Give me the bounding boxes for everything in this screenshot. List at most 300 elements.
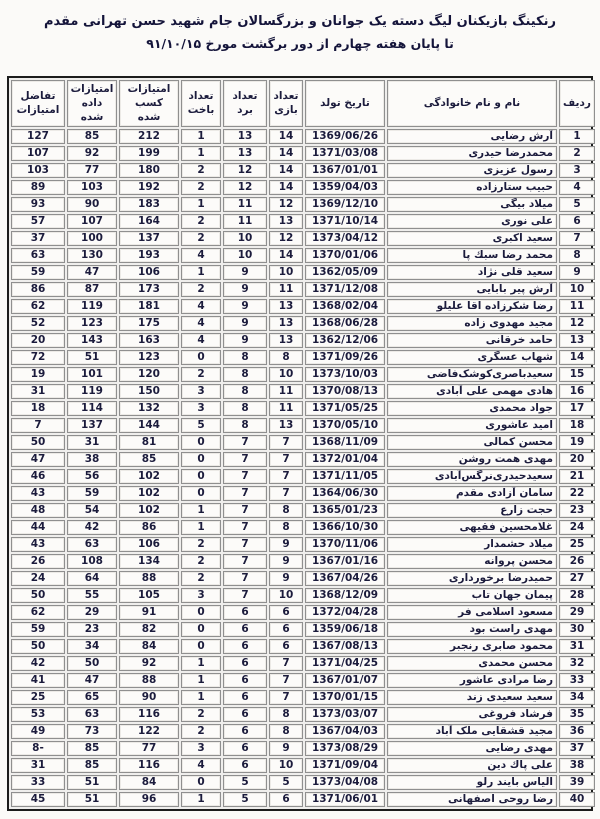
cell-birthdate: 1371/04/25 [305,656,385,671]
cell-games: 9 [269,537,303,552]
cell-wins: 6 [223,707,267,722]
table-row [11,554,595,569]
cell-wins: 5 [223,792,267,807]
cell-wins: 8 [223,384,267,399]
cell-losses: 3 [181,588,221,603]
cell-points-earned: 192 [119,180,179,195]
cell-rank: 39 [559,775,595,790]
cell-games: 11 [269,282,303,297]
cell-wins: 12 [223,163,267,178]
table-row [11,452,595,467]
document-subtitle: تا پایان هفته چهارم از دور برگشت مورخ ۹۱/۱۰/۱۵ [146,35,454,51]
cell-player-name: حجت زارع [387,503,557,518]
cell-player-name: فرشاد فروغی [387,707,557,722]
col-header-name: نام و نام خانوادگی [387,80,557,127]
table-row [11,197,595,212]
cell-points-given: 77 [67,163,117,178]
cell-wins: 10 [223,231,267,246]
cell-points-earned: 85 [119,452,179,467]
cell-points-earned: 137 [119,231,179,246]
cell-games: 7 [269,673,303,688]
cell-birthdate: 1367/08/13 [305,639,385,654]
table-row [11,707,595,722]
cell-rank: 28 [559,588,595,603]
cell-wins: 8 [223,401,267,416]
cell-rank: 7 [559,231,595,246]
cell-birthdate: 1371/06/01 [305,792,385,807]
cell-games: 13 [269,316,303,331]
table-row [11,231,595,246]
table-row [11,588,595,603]
cell-points-given: 130 [67,248,117,263]
cell-losses: 1 [181,673,221,688]
cell-player-name: علی نوری [387,214,557,229]
cell-birthdate: 1370/08/13 [305,384,385,399]
cell-points-given: 85 [67,758,117,773]
cell-player-name: پیمان جهان تاب [387,588,557,603]
cell-rank: 36 [559,724,595,739]
cell-games: 10 [269,265,303,280]
cell-points-earned: 164 [119,214,179,229]
cell-points-given: 51 [67,775,117,790]
cell-rank: 17 [559,401,595,416]
cell-rank: 14 [559,350,595,365]
cell-player-name: سامان آزادی مقدم [387,486,557,501]
cell-player-name: سعید اکبری [387,231,557,246]
cell-rank: 32 [559,656,595,671]
cell-points-diff: 8- [11,741,65,756]
cell-points-diff: 24 [11,571,65,586]
cell-points-diff: 50 [11,435,65,450]
cell-wins: 10 [223,248,267,263]
cell-rank: 19 [559,435,595,450]
cell-points-given: 123 [67,316,117,331]
cell-points-earned: 84 [119,775,179,790]
cell-points-given: 87 [67,282,117,297]
cell-points-earned: 183 [119,197,179,212]
table-row [11,520,595,535]
cell-rank: 23 [559,503,595,518]
cell-birthdate: 1371/11/05 [305,469,385,484]
cell-rank: 11 [559,299,595,314]
cell-player-name: شهاب عسگری [387,350,557,365]
cell-player-name: حامد خرقانی [387,333,557,348]
cell-rank: 20 [559,452,595,467]
cell-points-diff: 43 [11,486,65,501]
cell-rank: 6 [559,214,595,229]
cell-birthdate: 1373/08/29 [305,741,385,756]
cell-points-diff: 107 [11,146,65,161]
cell-points-given: 64 [67,571,117,586]
cell-rank: 8 [559,248,595,263]
cell-points-earned: 90 [119,690,179,705]
cell-points-given: 85 [67,129,117,144]
cell-losses: 1 [181,146,221,161]
col-header-wins: تعداد برد [223,80,267,127]
cell-player-name: حمیدرضا برخورداری [387,571,557,586]
table-row [11,503,595,518]
cell-games: 13 [269,333,303,348]
table-body [11,129,595,807]
cell-rank: 34 [559,690,595,705]
cell-points-earned: 116 [119,758,179,773]
cell-points-given: 47 [67,673,117,688]
cell-points-diff: 31 [11,758,65,773]
cell-games: 6 [269,622,303,637]
cell-points-diff: 62 [11,299,65,314]
col-header-birthdate: تاریخ تولد [305,80,385,127]
cell-points-earned: 102 [119,469,179,484]
cell-points-diff: 62 [11,605,65,620]
cell-player-name: آرش پیر بابایی [387,282,557,297]
cell-wins: 7 [223,486,267,501]
cell-games: 9 [269,741,303,756]
header-row [11,80,595,127]
table-row [11,333,595,348]
cell-points-diff: 20 [11,333,65,348]
cell-wins: 6 [223,758,267,773]
cell-rank: 38 [559,758,595,773]
cell-losses: 0 [181,639,221,654]
cell-wins: 8 [223,418,267,433]
col-header-points-given: امتیازات داده شده [67,80,117,127]
cell-points-diff: 31 [11,384,65,399]
cell-birthdate: 1371/09/04 [305,758,385,773]
cell-birthdate: 1371/09/26 [305,350,385,365]
table-row [11,214,595,229]
cell-games: 13 [269,214,303,229]
cell-games: 6 [269,605,303,620]
cell-losses: 1 [181,520,221,535]
cell-losses: 0 [181,435,221,450]
cell-games: 14 [269,146,303,161]
cell-games: 12 [269,197,303,212]
cell-losses: 2 [181,214,221,229]
cell-player-name: رضا شکرزاده اقا علیلو [387,299,557,314]
cell-points-diff: 49 [11,724,65,739]
cell-wins: 9 [223,265,267,280]
table-row [11,163,595,178]
cell-points-earned: 91 [119,605,179,620]
cell-points-earned: 88 [119,571,179,586]
cell-birthdate: 1371/05/25 [305,401,385,416]
cell-rank: 2 [559,146,595,161]
cell-games: 11 [269,384,303,399]
cell-rank: 26 [559,554,595,569]
cell-birthdate: 1369/12/10 [305,197,385,212]
cell-player-name: میلاد بیگی [387,197,557,212]
cell-birthdate: 1369/06/26 [305,129,385,144]
table-row [11,282,595,297]
cell-birthdate: 1367/04/03 [305,724,385,739]
cell-wins: 6 [223,690,267,705]
cell-wins: 11 [223,214,267,229]
cell-player-name: مهدی رضایی [387,741,557,756]
cell-player-name: مهدی همت روشن [387,452,557,467]
cell-losses: 2 [181,537,221,552]
cell-points-given: 54 [67,503,117,518]
cell-player-name: رضا روحی اصفهانی [387,792,557,807]
cell-wins: 5 [223,775,267,790]
cell-losses: 2 [181,163,221,178]
col-header-losses: تعداد باخت [181,80,221,127]
cell-wins: 6 [223,656,267,671]
cell-rank: 5 [559,197,595,212]
cell-losses: 3 [181,384,221,399]
cell-player-name: محمدرضا حیدری [387,146,557,161]
table-row [11,639,595,654]
cell-points-diff: 93 [11,197,65,212]
cell-points-diff: 59 [11,265,65,280]
cell-wins: 9 [223,299,267,314]
cell-points-earned: 193 [119,248,179,263]
cell-games: 13 [269,418,303,433]
cell-games: 7 [269,486,303,501]
cell-birthdate: 1373/04/08 [305,775,385,790]
cell-points-given: 85 [67,741,117,756]
cell-points-given: 143 [67,333,117,348]
cell-losses: 0 [181,622,221,637]
cell-losses: 2 [181,724,221,739]
cell-points-earned: 81 [119,435,179,450]
cell-points-given: 63 [67,707,117,722]
table-row [11,537,595,552]
cell-points-given: 108 [67,554,117,569]
col-header-points-diff: تفاضل امتیازات [11,80,65,127]
cell-birthdate: 1359/04/03 [305,180,385,195]
cell-wins: 7 [223,503,267,518]
cell-player-name: محسن کمالی [387,435,557,450]
cell-points-given: 103 [67,180,117,195]
cell-games: 14 [269,180,303,195]
table-row [11,401,595,416]
cell-losses: 4 [181,333,221,348]
cell-points-earned: 122 [119,724,179,739]
cell-losses: 1 [181,690,221,705]
cell-wins: 7 [223,435,267,450]
cell-wins: 8 [223,367,267,382]
cell-player-name: سعید قلی نژاد [387,265,557,280]
cell-player-name: مهدی راست بود [387,622,557,637]
cell-player-name: رسول عزیزی [387,163,557,178]
cell-points-diff: 53 [11,707,65,722]
cell-player-name: محمد رضا سبك پا [387,248,557,263]
cell-birthdate: 1367/01/01 [305,163,385,178]
cell-points-diff: 41 [11,673,65,688]
cell-points-given: 90 [67,197,117,212]
cell-games: 10 [269,758,303,773]
cell-player-name: جواد محمدی [387,401,557,416]
cell-games: 9 [269,571,303,586]
table-row [11,367,595,382]
cell-points-diff: 26 [11,554,65,569]
cell-games: 11 [269,401,303,416]
cell-losses: 3 [181,401,221,416]
cell-points-given: 38 [67,452,117,467]
cell-birthdate: 1370/01/06 [305,248,385,263]
cell-birthdate: 1373/03/07 [305,707,385,722]
cell-birthdate: 1372/01/04 [305,452,385,467]
table-row [11,129,595,144]
cell-rank: 9 [559,265,595,280]
cell-wins: 9 [223,316,267,331]
cell-birthdate: 1371/03/08 [305,146,385,161]
cell-rank: 40 [559,792,595,807]
cell-points-earned: 134 [119,554,179,569]
cell-points-earned: 106 [119,265,179,280]
cell-rank: 30 [559,622,595,637]
cell-player-name: سعیدباصری‌کوشک‌فاضی [387,367,557,382]
cell-wins: 7 [223,537,267,552]
cell-rank: 12 [559,316,595,331]
cell-wins: 11 [223,197,267,212]
cell-rank: 15 [559,367,595,382]
cell-losses: 0 [181,452,221,467]
table-row [11,741,595,756]
cell-player-name: حبیب ستارزاده [387,180,557,195]
table-row [11,350,595,365]
cell-losses: 4 [181,299,221,314]
col-header-points-earned: امتیازات کسب شده [119,80,179,127]
document-title: رنکینگ بازیکنان لیگ دسته یک جوانان و بزرگسالان جام شهید حسن تهرانی مقدم [43,14,557,29]
cell-points-given: 65 [67,690,117,705]
cell-losses: 1 [181,792,221,807]
cell-wins: 9 [223,333,267,348]
cell-losses: 1 [181,197,221,212]
cell-losses: 5 [181,418,221,433]
cell-points-given: 107 [67,214,117,229]
cell-losses: 1 [181,129,221,144]
table-row [11,265,595,280]
cell-rank: 4 [559,180,595,195]
cell-points-diff: 86 [11,282,65,297]
col-header-games: تعداد بازی [269,80,303,127]
cell-points-given: 59 [67,486,117,501]
cell-points-earned: 86 [119,520,179,535]
cell-points-earned: 180 [119,163,179,178]
cell-player-name: غلامحسین فقیهی [387,520,557,535]
cell-player-name: الیاس بایند رلو [387,775,557,790]
cell-player-name: مجید مهدوی زاده [387,316,557,331]
cell-wins: 6 [223,724,267,739]
cell-games: 10 [269,367,303,382]
cell-losses: 1 [181,656,221,671]
ranking-table-frame [7,76,593,811]
table-row [11,486,595,501]
cell-points-diff: 18 [11,401,65,416]
cell-points-diff: 72 [11,350,65,365]
cell-losses: 1 [181,503,221,518]
cell-games: 5 [269,775,303,790]
cell-wins: 7 [223,571,267,586]
cell-rank: 22 [559,486,595,501]
cell-points-given: 55 [67,588,117,603]
cell-player-name: مسعود اسلامی فر [387,605,557,620]
table-row [11,605,595,620]
cell-birthdate: 1365/01/23 [305,503,385,518]
cell-points-given: 73 [67,724,117,739]
cell-games: 14 [269,163,303,178]
cell-wins: 9 [223,282,267,297]
cell-games: 12 [269,231,303,246]
cell-rank: 25 [559,537,595,552]
cell-rank: 27 [559,571,595,586]
cell-wins: 6 [223,605,267,620]
cell-points-given: 50 [67,656,117,671]
cell-points-diff: 7 [11,418,65,433]
cell-points-given: 51 [67,792,117,807]
cell-games: 8 [269,350,303,365]
table-row [11,299,595,314]
cell-games: 14 [269,129,303,144]
cell-points-given: 119 [67,299,117,314]
table-row [11,435,595,450]
cell-birthdate: 1367/04/26 [305,571,385,586]
cell-points-diff: 47 [11,452,65,467]
cell-player-name: سعید سعیدی زند [387,690,557,705]
cell-games: 7 [269,690,303,705]
cell-player-name: میلاد حشمدار [387,537,557,552]
cell-points-earned: 120 [119,367,179,382]
cell-points-earned: 84 [119,639,179,654]
cell-player-name: محسن پروانه [387,554,557,569]
cell-wins: 6 [223,673,267,688]
cell-birthdate: 1362/12/06 [305,333,385,348]
cell-points-earned: 106 [119,537,179,552]
cell-points-earned: 163 [119,333,179,348]
cell-losses: 0 [181,350,221,365]
cell-points-earned: 105 [119,588,179,603]
cell-points-diff: 63 [11,248,65,263]
cell-points-earned: 132 [119,401,179,416]
cell-rank: 1 [559,129,595,144]
cell-losses: 2 [181,367,221,382]
table-row [11,775,595,790]
cell-losses: 2 [181,707,221,722]
cell-player-name: رضا مرادی عاشور [387,673,557,688]
cell-points-diff: 89 [11,180,65,195]
table-row [11,673,595,688]
cell-losses: 2 [181,554,221,569]
cell-points-earned: 123 [119,350,179,365]
cell-points-earned: 92 [119,656,179,671]
cell-birthdate: 1373/04/12 [305,231,385,246]
cell-points-diff: 45 [11,792,65,807]
table-row [11,384,595,399]
cell-birthdate: 1373/10/03 [305,367,385,382]
cell-points-diff: 52 [11,316,65,331]
table-row [11,316,595,331]
cell-wins: 12 [223,180,267,195]
cell-birthdate: 1368/06/28 [305,316,385,331]
cell-losses: 0 [181,605,221,620]
table-row [11,146,595,161]
cell-birthdate: 1370/01/15 [305,690,385,705]
document-header [0,0,600,54]
cell-rank: 31 [559,639,595,654]
table-row [11,690,595,705]
cell-points-diff: 127 [11,129,65,144]
cell-wins: 7 [223,452,267,467]
cell-player-name: آرش رضایی [387,129,557,144]
cell-wins: 13 [223,129,267,144]
table-row [11,180,595,195]
cell-losses: 0 [181,775,221,790]
cell-wins: 6 [223,741,267,756]
cell-birthdate: 1364/06/30 [305,486,385,501]
cell-points-given: 100 [67,231,117,246]
cell-losses: 4 [181,248,221,263]
